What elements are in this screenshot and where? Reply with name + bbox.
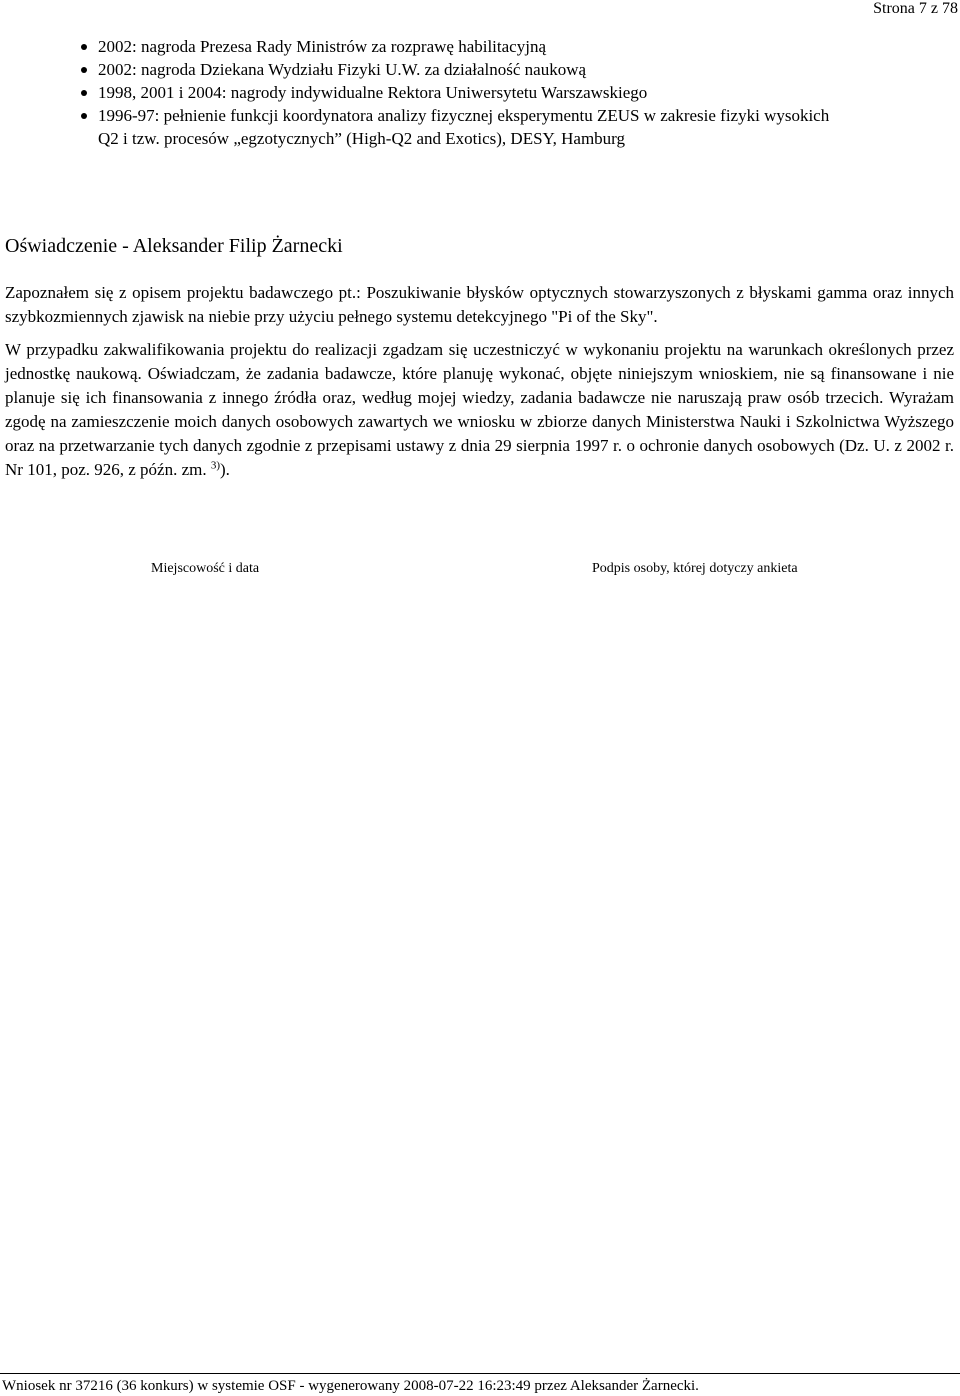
list-item-text: 1998, 2001 i 2004: nagrody indywidualne Rektora Uniwersytetu Warszawskiego: [98, 83, 648, 102]
bullet-icon: [81, 90, 87, 96]
list-item-continuation: [0, 127, 950, 150]
signature-label: Podpis osoby, której dotyczy ankieta: [592, 561, 798, 576]
page-number: Strona 7 z 78: [873, 0, 958, 17]
awards-list: [0, 35, 950, 150]
list-item-text: 2002: nagroda Dziekana Wydziału Fizyki U.W. za działalność naukową: [98, 60, 587, 79]
declaration-paragraph-2-text: W przypadku zakwalifikowania projektu do realizacji zgadzam się uczestniczyć w wykonaniu projektu na warunkach określonych przez jednostkę naukową. Oświadczam, że zadania badawcze, które planuję wykonać, objęte niniejszym wnioskiem, nie są finansowane i nie planuje się ich finansowania z innego źródła oraz, według mojej wiedzy, zadania badawcze nie naruszają praw osób trzecich. Wyrażam zgodę na zamieszczenie moich danych osobowych zawartych we wniosku w zbiorze danych Ministerstwa Nauki i Szkolnictwa Wyższego oraz na przetwarzanie tych danych zgodnie z przepisami ustawy z dnia 29 sierpnia 1997 r. o ochronie danych osobowych (Dz. U. z 2002 r. Nr 101, poz. 926, z późn. zm.: [5, 340, 954, 479]
list-item: [0, 104, 950, 127]
list-item: [0, 81, 950, 104]
declaration-paragraph-2: [5, 338, 954, 482]
declaration-heading: Oświadczenie - Aleksander Filip Żarnecki: [5, 235, 343, 257]
declaration-paragraph-1: Zapoznałem się z opisem projektu badawczego pt.: Poszukiwanie błysków optycznych stowarzyszonych z błyskami gamma oraz innych szybkozmiennych zjawisk na niebie przy użyciu pełnego systemu detekcyjnego "Pi of the Sky".: [5, 283, 954, 326]
place-date-label: Miejscowość i data: [151, 561, 260, 576]
list-item-text: 2002: nagroda Prezesa Rady Ministrów za rozprawę habilitacyjną: [98, 37, 546, 56]
list-item: [0, 58, 950, 81]
bullet-icon: [81, 67, 87, 73]
list-item: [0, 35, 950, 58]
footnote-reference: 3): [210, 459, 221, 472]
declaration-paragraph-2-end: ).: [220, 460, 230, 479]
bullet-icon: [81, 113, 87, 119]
footer-divider: [0, 1373, 960, 1374]
list-item-text: 1996-97: pełnienie funkcji koordynatora analizy fizycznej eksperymentu ZEUS w zakresie fizyki wysokich: [98, 106, 830, 125]
list-item-text: Q2 i tzw. procesów „egzotycznych” (High-Q2 and Exotics), DESY, Hamburg: [98, 129, 626, 148]
bullet-icon: [81, 44, 87, 50]
footer-text: Wniosek nr 37216 (36 konkurs) w systemie OSF - wygenerowany 2008-07-22 16:23:49 przez Aleksander Żarnecki.: [2, 1378, 699, 1394]
